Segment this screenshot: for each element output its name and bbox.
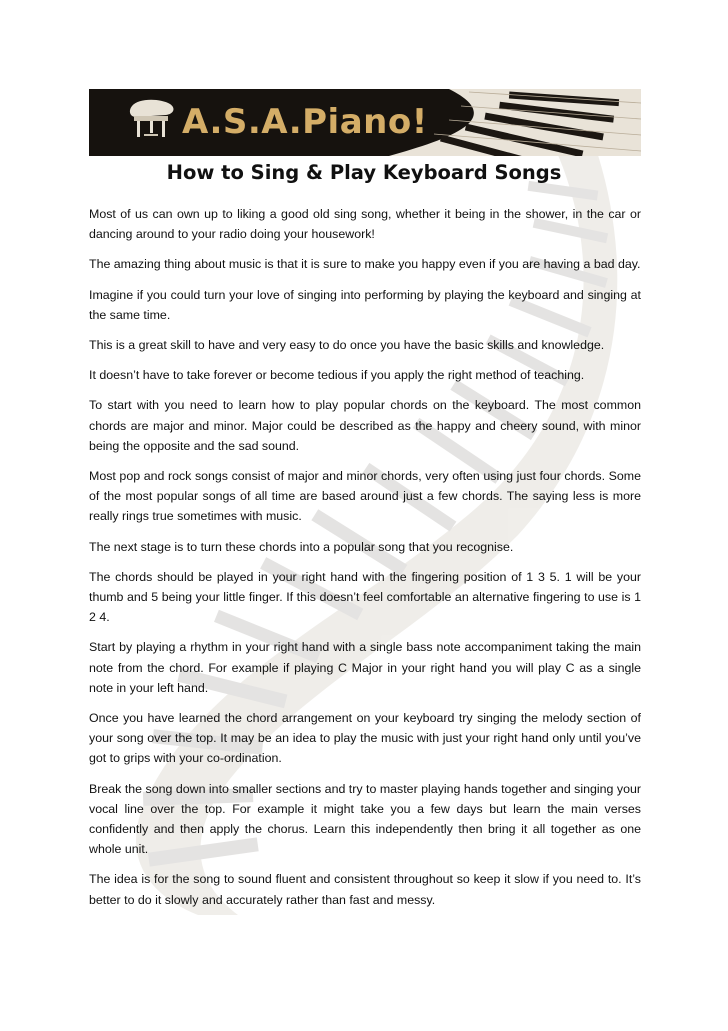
brand-logo-text: A.S.A.Piano! <box>182 102 428 142</box>
paragraph: Start by playing a rhythm in your right hand with a single bass note accompaniment taking the main note from the chord. For example if playing C Major in your right hand you will play C as a single note in your left hand. <box>89 640 641 695</box>
paragraph: Once you have learned the chord arrangement on your keyboard try singing the melody section of your song over the top. It may be an idea to play the music with just your right hand only until you’ve got to grips with your co-ordination. <box>89 711 641 766</box>
document-title: How to Sing & Play Keyboard Songs <box>166 161 562 184</box>
paragraph: The chords should be played in your right hand with the fingering position of 1 3 5. 1 will be your thumb and 5 being your little finger. If this doesn’t feel comfortable an alternative fingering to use is 1 2 4. <box>89 569 641 625</box>
paragraph: The next stage is to turn these chords into a popular song that you recognise. <box>89 539 514 554</box>
paragraph: To start with you need to learn how to play popular chords on the keyboard. The most common chords are major and minor. Major could be described as the happy and cheery sound, with minor being the opposite and the sad sound. <box>89 398 641 453</box>
paragraph: Break the song down into smaller sections and try to master playing hands together and singing your vocal line over the top. For example it might take you a few days but learn the main verses confidently and then apply the chorus. Learn this independently then bring it all together as one whole unit. <box>89 781 641 857</box>
paragraph: The idea is for the song to sound fluent and consistent throughout so keep it slow if you need to. It’s better to do it slowly and accurately rather than fast and messy. <box>89 872 641 907</box>
paragraph: The amazing thing about music is that it is sure to make you happy even if you are having a bad day. <box>89 257 641 272</box>
document-body <box>89 204 641 920</box>
paragraph: This is a great skill to have and very easy to do once you have the basic skills and knowledge. <box>89 338 605 353</box>
grand-piano-icon <box>126 96 178 142</box>
paragraph: It doesn’t have to take forever or become tedious if you apply the right method of teaching. <box>89 368 585 383</box>
paragraph: Most pop and rock songs consist of major and minor chords, very often using just four chords. Some of the most popular songs of all time are based around just a few chords. The saying less is more really rings true sometimes with music. <box>89 469 641 524</box>
paragraph: Most of us can own up to liking a good old sing song, whether it being in the shower, in the car or dancing around to your radio doing your housework! <box>89 207 641 242</box>
paragraph: Imagine if you could turn your love of singing into performing by playing the keyboard and singing at the same time. <box>89 287 641 322</box>
